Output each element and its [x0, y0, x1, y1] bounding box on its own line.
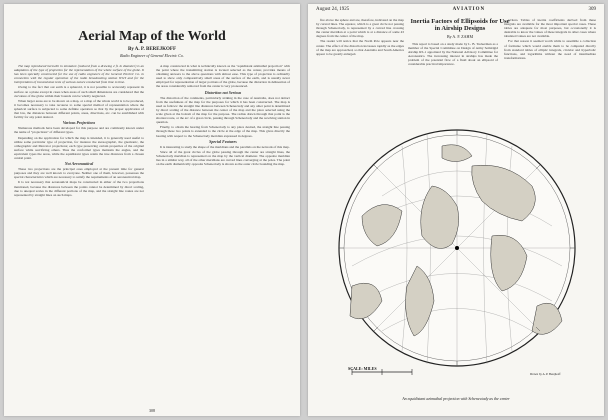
map-credit: Drawn by A. P. Berejkoff	[530, 372, 561, 376]
header-date: August 24, 1925	[316, 7, 350, 12]
article-column-1: This report is based on a study made by L. B. Tuckerman as a member of the Special Committee on Design of Army Semirigid Airship RS-1 appointed by the National Advisory Committee for Aeronautics. The increasing interest in airships has made the problem of the potential flow of a fluid about an ellipsoid of considerable practical importance.	[408, 42, 498, 67]
running-header	[316, 7, 596, 15]
schenectady-center-marker	[455, 246, 459, 250]
section-heading-various-projections: Various Projections	[62, 120, 96, 126]
left-page	[4, 4, 300, 416]
section-heading-distortion: Distortion not Serious	[204, 89, 242, 95]
section-heading-special-features: Special Features	[209, 138, 237, 144]
abstract-paragraph: The map reproduced herewith in miniature (reduced from a drawing 2 ft. in diameter) is an adaptation of the type of projection for the representation of the whole surface of the globe. It has been specially constructed for the use of radio engineers of the General Electric Co. in connection with the regular operation of the radio broadcasting station WGY and for the interpretation of transmission tests of various nature conducted from time to time.	[14, 64, 144, 85]
section-heading-not-aeronautical: Not Aeronautical	[64, 161, 94, 167]
author-affiliation: Radio Engineer of General Electric Co.	[120, 53, 184, 58]
article-title: Inertia Factors of Ellipsoids for Use in Airship Designs	[410, 18, 510, 32]
map-caption: An equidistant azimuthal projection with Schenectady as the center	[402, 396, 510, 401]
text-column-1: The map reproduced herewith in miniature (reduced from a drawing 2 ft. in diameter) is an adaptation of the type of projection for the representation of the whole surface of the globe. It has been specially constructed for the use of radio engineers of the General Electric Co. in connection with the regular operation of the radio broadcasting station WGY and for the interpretation of transmission tests of various nature conducted from time to time. Owing to the fact that our earth is a spheroid, it is not possible to accurately represent its surface on a plane except in cases when areas of such small dimensions are considered that the curvature of the globe within their bounds can be wholly neglected. When larger areas are to be shown on a map, or a map of the whole world is to be produced, it becomes necessary to take recourse to some special method of representation where the spherical surface is subjected to some definite operation so that by the proper application of that law, the distances between different points, areas, directions, etc. can be established with facility for any point desired. Various Projections Numerous methods have been developed for this purpose and are commonly known under the name of "projections" of different types. Depending on the application for which the map is intended, it is generally used useful to utilize some particular type of projection, for instance the stereographic, the gnomonic, the orthographic and Mercator projections; each type preserving certain properties of the original surface while sacrificing others. Thus the conformal types maintain the angles, and the equivalent types the areas, while the equidistant types retain the true distances from a chosen central point. Not Aeronautical These two projections are the principal ones employed at the present time for general purposes and they are well known to everyone. Neither one of them, however, possesses the special characteristics which are necessary to satisfy the requirements of an aeronautical map. It is not necessary that aeronautical maps be constructed in either of the two projections mentioned, because the distances between the points cannot be determined by direct scaling, due to unequal scales in the different portions of the map, and the straight line routes are not represented by straight lines on such maps.	[14, 64, 144, 197]
author-byline: By A. P. BEREJKOFF	[127, 47, 177, 52]
page-number: 308	[149, 408, 155, 413]
article-byline: By A. F. ZAHM	[446, 34, 474, 39]
world-map	[322, 126, 592, 386]
right-page	[308, 4, 604, 416]
text-column-continued: fire above the sphere and are, therefore, indicated on the map by curved lines. The equator, which is a great circle not passing through Schenectady, is represented by a curved line crossing the center meridian at a point which is at a distance of some 43 degrees from the center of the map. The reader will notice that the North Pole appears near the center. The effect of the distortion increases rapidly as the edges of the map are approached, so that Australia and South America appear to be greatly enlarged.	[316, 18, 404, 56]
header-page-number: 309	[588, 7, 596, 12]
header-magazine-name: AVIATION	[452, 7, 486, 12]
article-column-2: writers. Tables of inertia coefficients derived from these integrals are available for the most important special cases. These tables are adequate for most purposes, but occasionally it is desirable to know the values of these integrals in other cases where tabulated values are not available. For that reason it seemed worth while to assemble a collection of formulae which would enable them to be computed directly from standard tables of elliptic integrals, circular and hyperbolic functions, and logarithms without the need of intermediate transformations.	[504, 18, 596, 60]
text-column-2: A map constructed in what is technically known as the "equidistant azimuthal projection" with the point where the transmitting station is located selected as the center, provides means of obtaining answers to the above questions with almost ease. This type of projection is ordinarily used to show only comparatively small areas of the surface of the earth, and is usually never employed for representation of larger portions of the globe, because the distortion in delineation of the areas considerably removed from the center is very pronounced. Distortion not Serious The distortion of the continents, particularly striking in the case of Australia, does not detract from the usefulness of the map for the purposes for which it has been constructed. The map is used as follows: the straight line distances between Schenectady and any other point is determined by direct scaling of the distance between the center of the map and the place selected using the scale given at the bottom of the map for the purpose. The radius drawn through that point is the shortest route, or the arc of a great circle, passing through Schenectady and the receiving station in question. Finally, to obtain the bearing from Schenectady to any place desired, the straight line passing through these two points is extended to the circle at the edge of the map. This gives directly the bearing with respect to the Schenectady meridian expressed in degrees. Special Features It is interesting to study the shape of the meridians and the parallels on the network of this map. Since all of the great circles of the globe passing through the center are straight lines, the Schenectady meridian is represented on the map by the vertical diameter. The opposite meridian lies in a similar way, all of the other meridians are curved lines converging at the poles. The point on the earth diametrically opposite Schenectady is shown as the outer circle bounding the map.	[156, 64, 290, 167]
page-title: Aerial Map of the World	[78, 29, 226, 44]
map-scale-label: SCALE: MILES	[348, 366, 377, 371]
